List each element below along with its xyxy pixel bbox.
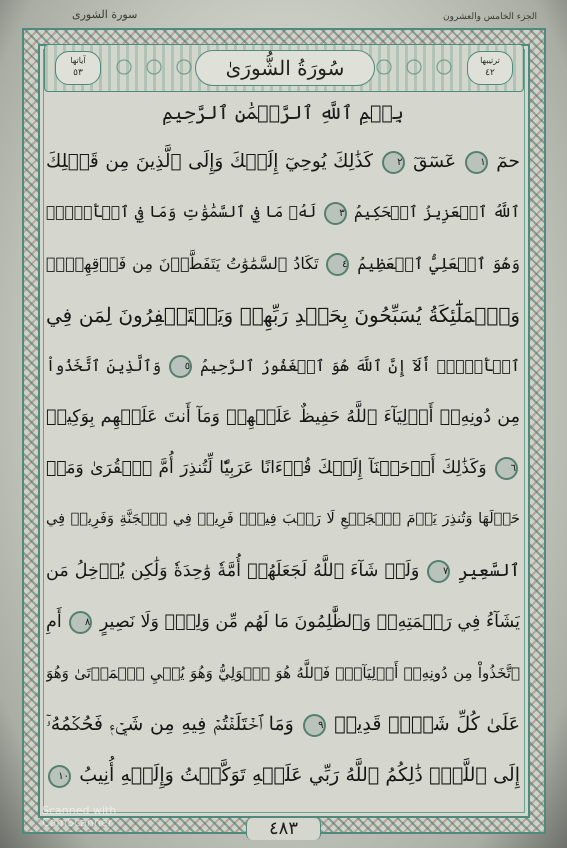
surah-title-cartouche [195,50,375,86]
verse-text: يَشَآءُ فِي رَحۡمَتِهِۦۚ وَٱلظَّٰلِمُونَ مَا لَهُم مِّن وَلِيّٖ وَلَا نَصِيرٍ [99,611,520,632]
ayah-number-marker: ٢ [382,151,405,174]
verse-text: وَمَا ٱخۡتَلَفۡتُمۡ فِيهِ مِن شَيۡءٖ فَحُكۡمُهُۥٓ [46,713,294,736]
watermark-line-2: CamScanner [42,816,113,829]
surah-verses-label: آياتها [70,56,86,65]
verse-text: كَذَٰلِكَ يُوحِيٓ إِلَيۡكَ وَإِلَى ٱلَّذِينَ مِن قَبۡلِكَ [46,151,373,172]
verse-text: عَلَىٰ كُلِّ شَيۡءٖ قَدِيرٞ [334,713,520,736]
text-line [46,187,520,238]
surah-order-badge [467,51,513,85]
verse-text: لَهُۥ مَا فِي ٱلسَّمَٰوَٰتِ وَمَا فِي ٱلۡأَرۡضِۖ [46,203,317,222]
text-line [46,290,520,341]
verse-text: إِلَى ٱللَّهِۚ ذَٰلِكُمُ ٱللَّهُ رَبِّي عَلَيۡهِ تَوَكَّلۡتُ وَإِلَيۡهِ أُنِيبُ [79,764,520,787]
text-line [46,494,520,545]
ayah-number-marker: ٣ [324,202,347,225]
text-line [46,238,520,289]
ayah-number-marker: ٤ [326,253,349,276]
text-line [46,443,520,494]
surah-title-box [44,44,524,92]
surah-order-value: ٤٢ [485,68,495,78]
verse-text: وَٱلۡمَلَٰٓئِكَةُ يُسَبِّحُونَ بِحَمۡدِ رَبِّهِمۡ وَيَسۡتَغۡفِرُونَ لِمَن فِي [46,302,520,327]
text-line [46,750,520,801]
verse-text: ٱللَّهُ ٱلۡعَزِيزُ ٱلۡحَكِيمُ [353,203,520,222]
scanner-watermark [42,805,116,829]
header-surah-name: سورة الشورى [72,8,138,21]
text-line [46,136,520,187]
surah-verses-value: ٥٣ [73,68,83,78]
text-line [46,648,520,699]
text-line [46,341,520,392]
verse-text: تَكَادُ ٱلسَّمَٰوَٰتُ يَتَفَطَّرۡنَ مِن فَوۡقِهِنَّۚ [46,254,319,274]
text-line [46,392,520,443]
ayah-number-marker: ٨ [69,611,92,634]
verse-text: ٱلسَّعِيرِ [458,560,520,581]
verse-text: وَكَذَٰلِكَ أَوۡحَيۡنَآ إِلَيۡكَ قُرۡءَانًا عَرَبِيّٗا لِّتُنذِرَ أُمَّ ٱلۡقُرَىٰ وَمَنۡ [46,458,487,479]
verse-text: حمٓ [496,151,520,172]
ayah-number-marker: ٧ [427,560,450,583]
verse-text: أَمِ [46,611,62,632]
text-line [46,597,520,648]
verse-text: مِن دُونِهِۦٓ أَوۡلِيَآءَ ٱللَّهُ حَفِيظٌ عَلَيۡهِمۡ وَمَآ أَنتَ عَلَيۡهِم بِوَكِيلٖ [46,406,520,427]
watermark-line-1: Scanned with [42,804,117,817]
verse-text: ٱلۡأَرۡضِۗ أَلَآ إِنَّ ٱللَّهَ هُوَ ٱلۡغَفُورُ ٱلرَّحِيمُ [200,356,520,375]
ayah-number-marker: ٥ [169,355,192,378]
ayah-number-marker: ١٠ [48,765,71,788]
header-juz-name: الجزء الخامس والعشرون [443,12,537,22]
ayah-number-marker: ٦ [495,457,518,480]
surah-title: سُورَةُ الشُّورَىٰ [225,56,345,80]
verse-text: عٓسٓقٓ [413,151,457,172]
title-ornament-left-icon [109,53,199,81]
surah-order-label: ترتيبها [480,56,500,65]
surah-verses-badge [55,51,101,85]
text-line [46,699,520,750]
ayah-number-marker: ١ [465,151,488,174]
quran-text-block [46,136,520,801]
verse-text: ٱتَّخَذُواْ مِن دُونِهِۦٓ أَوۡلِيَآءَۖ فَٱللَّهُ هُوَ ٱلۡوَلِيُّ وَهُوَ يُحۡيِ ٱلۡمَوۡتَىٰ وَهُوَ [46,663,520,682]
ayah-number-marker: ٩ [303,714,326,737]
basmala: بِسۡمِ ٱللَّهِ ٱلرَّحۡمَٰنِ ٱلرَّحِيمِ [162,102,404,124]
verse-text: وَٱلَّذِينَ ٱتَّخَذُواْ [46,356,162,375]
verse-text: وَلَوۡ شَآءَ ٱللَّهُ لَجَعَلَهُمۡ أُمَّةٗ وَٰحِدَةٗ وَلَٰكِن يُدۡخِلُ مَن [46,560,420,581]
text-line [46,546,520,597]
title-ornament-right-icon [369,53,459,81]
page-number: ٤٨٣ [246,818,321,840]
page-header [0,4,567,30]
verse-text: وَهُوَ ٱلۡعَلِيُّ ٱلۡعَظِيمُ [357,254,520,274]
verse-text: حَوۡلَهَا وَتُنذِرَ يَوۡمَ ٱلۡجَمۡعِ لَا رَيۡبَ فِيهِۚ فَرِيقٞ فِي ٱلۡجَنَّةِ وَفَرِيقٞ فِي [46,511,520,528]
